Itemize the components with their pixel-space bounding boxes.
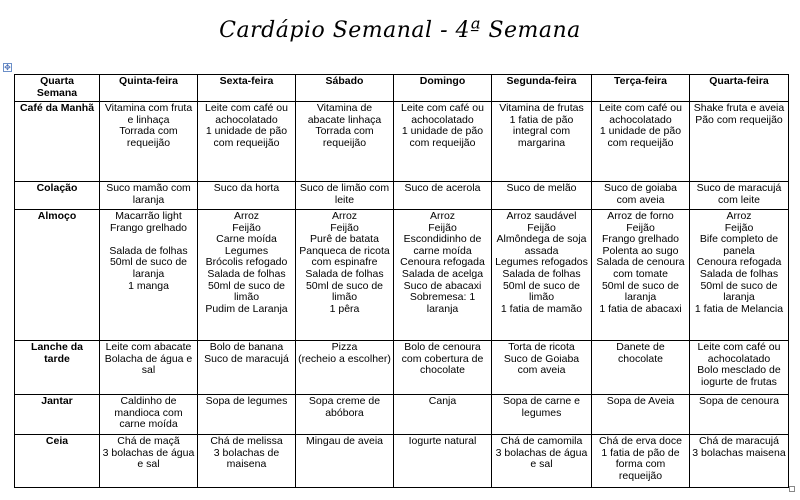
table-row <box>15 435 789 488</box>
menu-cell: Sopa de cenoura <box>690 395 789 435</box>
table-row <box>15 210 789 341</box>
meal-label: Jantar <box>15 395 100 435</box>
menu-cell: Sopa de legumes <box>198 395 296 435</box>
meal-label: Colação <box>15 182 100 210</box>
menu-cell: Caldinho de mandioca com carne moída <box>100 395 198 435</box>
day-header: Domingo <box>394 75 492 102</box>
menu-cell: Torta de ricota Suco de Goiaba com aveia <box>492 341 592 395</box>
menu-cell: Sopa creme de abóbora <box>296 395 394 435</box>
corner-header: Quarta Semana <box>15 75 100 102</box>
weekly-menu-table <box>14 74 789 488</box>
menu-cell: Leite com café ou achocolatado Bolo mesclado de iogurte de frutas <box>690 341 789 395</box>
header-row <box>15 75 789 102</box>
menu-cell: Bolo de banana Suco de maracujá <box>198 341 296 395</box>
menu-cell: Vitamina com fruta e linhaça Torrada com requeijão <box>100 102 198 182</box>
menu-cell: Suco mamão com laranja <box>100 182 198 210</box>
menu-cell: Vitamina de frutas 1 fatia de pão integral com margarina <box>492 102 592 182</box>
menu-cell: Arroz Feijão Carne moída Legumes Brócolis refogado Salada de folhas 50ml de suco de limão Pudim de Laranja <box>198 210 296 341</box>
menu-cell: Shake fruta e aveia Pão com requeijão <box>690 102 789 182</box>
menu-cell: Leite com abacate Bolacha de água e sal <box>100 341 198 395</box>
meal-label: Ceia <box>15 435 100 488</box>
menu-cell: Mingau de aveia <box>296 435 394 488</box>
menu-cell: Bolo de cenoura com cobertura de chocolate <box>394 341 492 395</box>
table-resize-handle[interactable] <box>789 486 795 492</box>
menu-cell: Suco de melão <box>492 182 592 210</box>
day-header: Terça-feira <box>592 75 690 102</box>
menu-cell: Suco de goiaba com aveia <box>592 182 690 210</box>
table-row <box>15 395 789 435</box>
menu-cell: Chá de erva doce 1 fatia de pão de forma com requeijão <box>592 435 690 488</box>
menu-cell: Sopa de Aveia <box>592 395 690 435</box>
table-row <box>15 182 789 210</box>
day-header: Segunda-feira <box>492 75 592 102</box>
menu-cell: Arroz Feijão Escondidinho de carne moída Cenoura refogada Salada de acelga Suco de abacaxi Sobremesa: 1 laranja <box>394 210 492 341</box>
day-header: Sexta-feira <box>198 75 296 102</box>
menu-cell: Danete de chocolate <box>592 341 690 395</box>
menu-cell: Chá de maçã 3 bolachas de água e sal <box>100 435 198 488</box>
meal-label: Lanche da tarde <box>15 341 100 395</box>
menu-cell: Leite com café ou achocolatado 1 unidade de pão com requeijão <box>592 102 690 182</box>
menu-cell: Arroz Feijão Bife completo de panela Cenoura refogada Salada de folhas 50ml de suco de laranja 1 fatia de Melancia <box>690 210 789 341</box>
menu-cell: Suco de acerola <box>394 182 492 210</box>
menu-cell: Pizza (recheio a escolher) <box>296 341 394 395</box>
menu-cell: Leite com café ou achocolatado 1 unidade de pão com requeijão <box>394 102 492 182</box>
page-title: Cardápio Semanal - 4ª Semana <box>219 18 581 43</box>
day-header: Quinta-feira <box>100 75 198 102</box>
menu-cell: Chá de camomila 3 bolachas de água e sal <box>492 435 592 488</box>
menu-cell: Sopa de carne e legumes <box>492 395 592 435</box>
day-header: Quarta-feira <box>690 75 789 102</box>
menu-cell: Chá de maracujá 3 bolachas maisena <box>690 435 789 488</box>
menu-cell: Vitamina de abacate linhaça Torrada com requeijão <box>296 102 394 182</box>
menu-cell: Suco da horta <box>198 182 296 210</box>
meal-label: Café da Manhã <box>15 102 100 182</box>
day-header: Sábado <box>296 75 394 102</box>
menu-cell: Iogurte natural <box>394 435 492 488</box>
menu-cell: Leite com café ou achocolatado 1 unidade de pão com requeijão <box>198 102 296 182</box>
menu-cell: Arroz de forno Feijão Frango grelhado Polenta ao sugo Salada de cenoura com tomate 50ml de suco de laranja 1 fatia de abacaxi <box>592 210 690 341</box>
menu-cell: Suco de maracujá com leite <box>690 182 789 210</box>
table-move-handle-icon[interactable]: ✥ <box>4 63 11 72</box>
menu-cell: Macarrão light Frango grelhado Salada de folhas 50ml de suco de laranja 1 manga <box>100 210 198 341</box>
menu-cell: Canja <box>394 395 492 435</box>
menu-cell: Chá de melissa 3 bolachas de maisena <box>198 435 296 488</box>
meal-label: Almoço <box>15 210 100 341</box>
menu-cell: Arroz Feijão Purê de batata Panqueca de ricota com espinafre Salada de folhas 50ml de suco de limão 1 pêra <box>296 210 394 341</box>
menu-cell: Arroz saudável Feijão Almôndega de soja assada Legumes refogados Salada de folhas 50ml de suco de limão 1 fatia de mamão <box>492 210 592 341</box>
table-row <box>15 341 789 395</box>
menu-cell: Suco de limão com leite <box>296 182 394 210</box>
table-row <box>15 102 789 182</box>
